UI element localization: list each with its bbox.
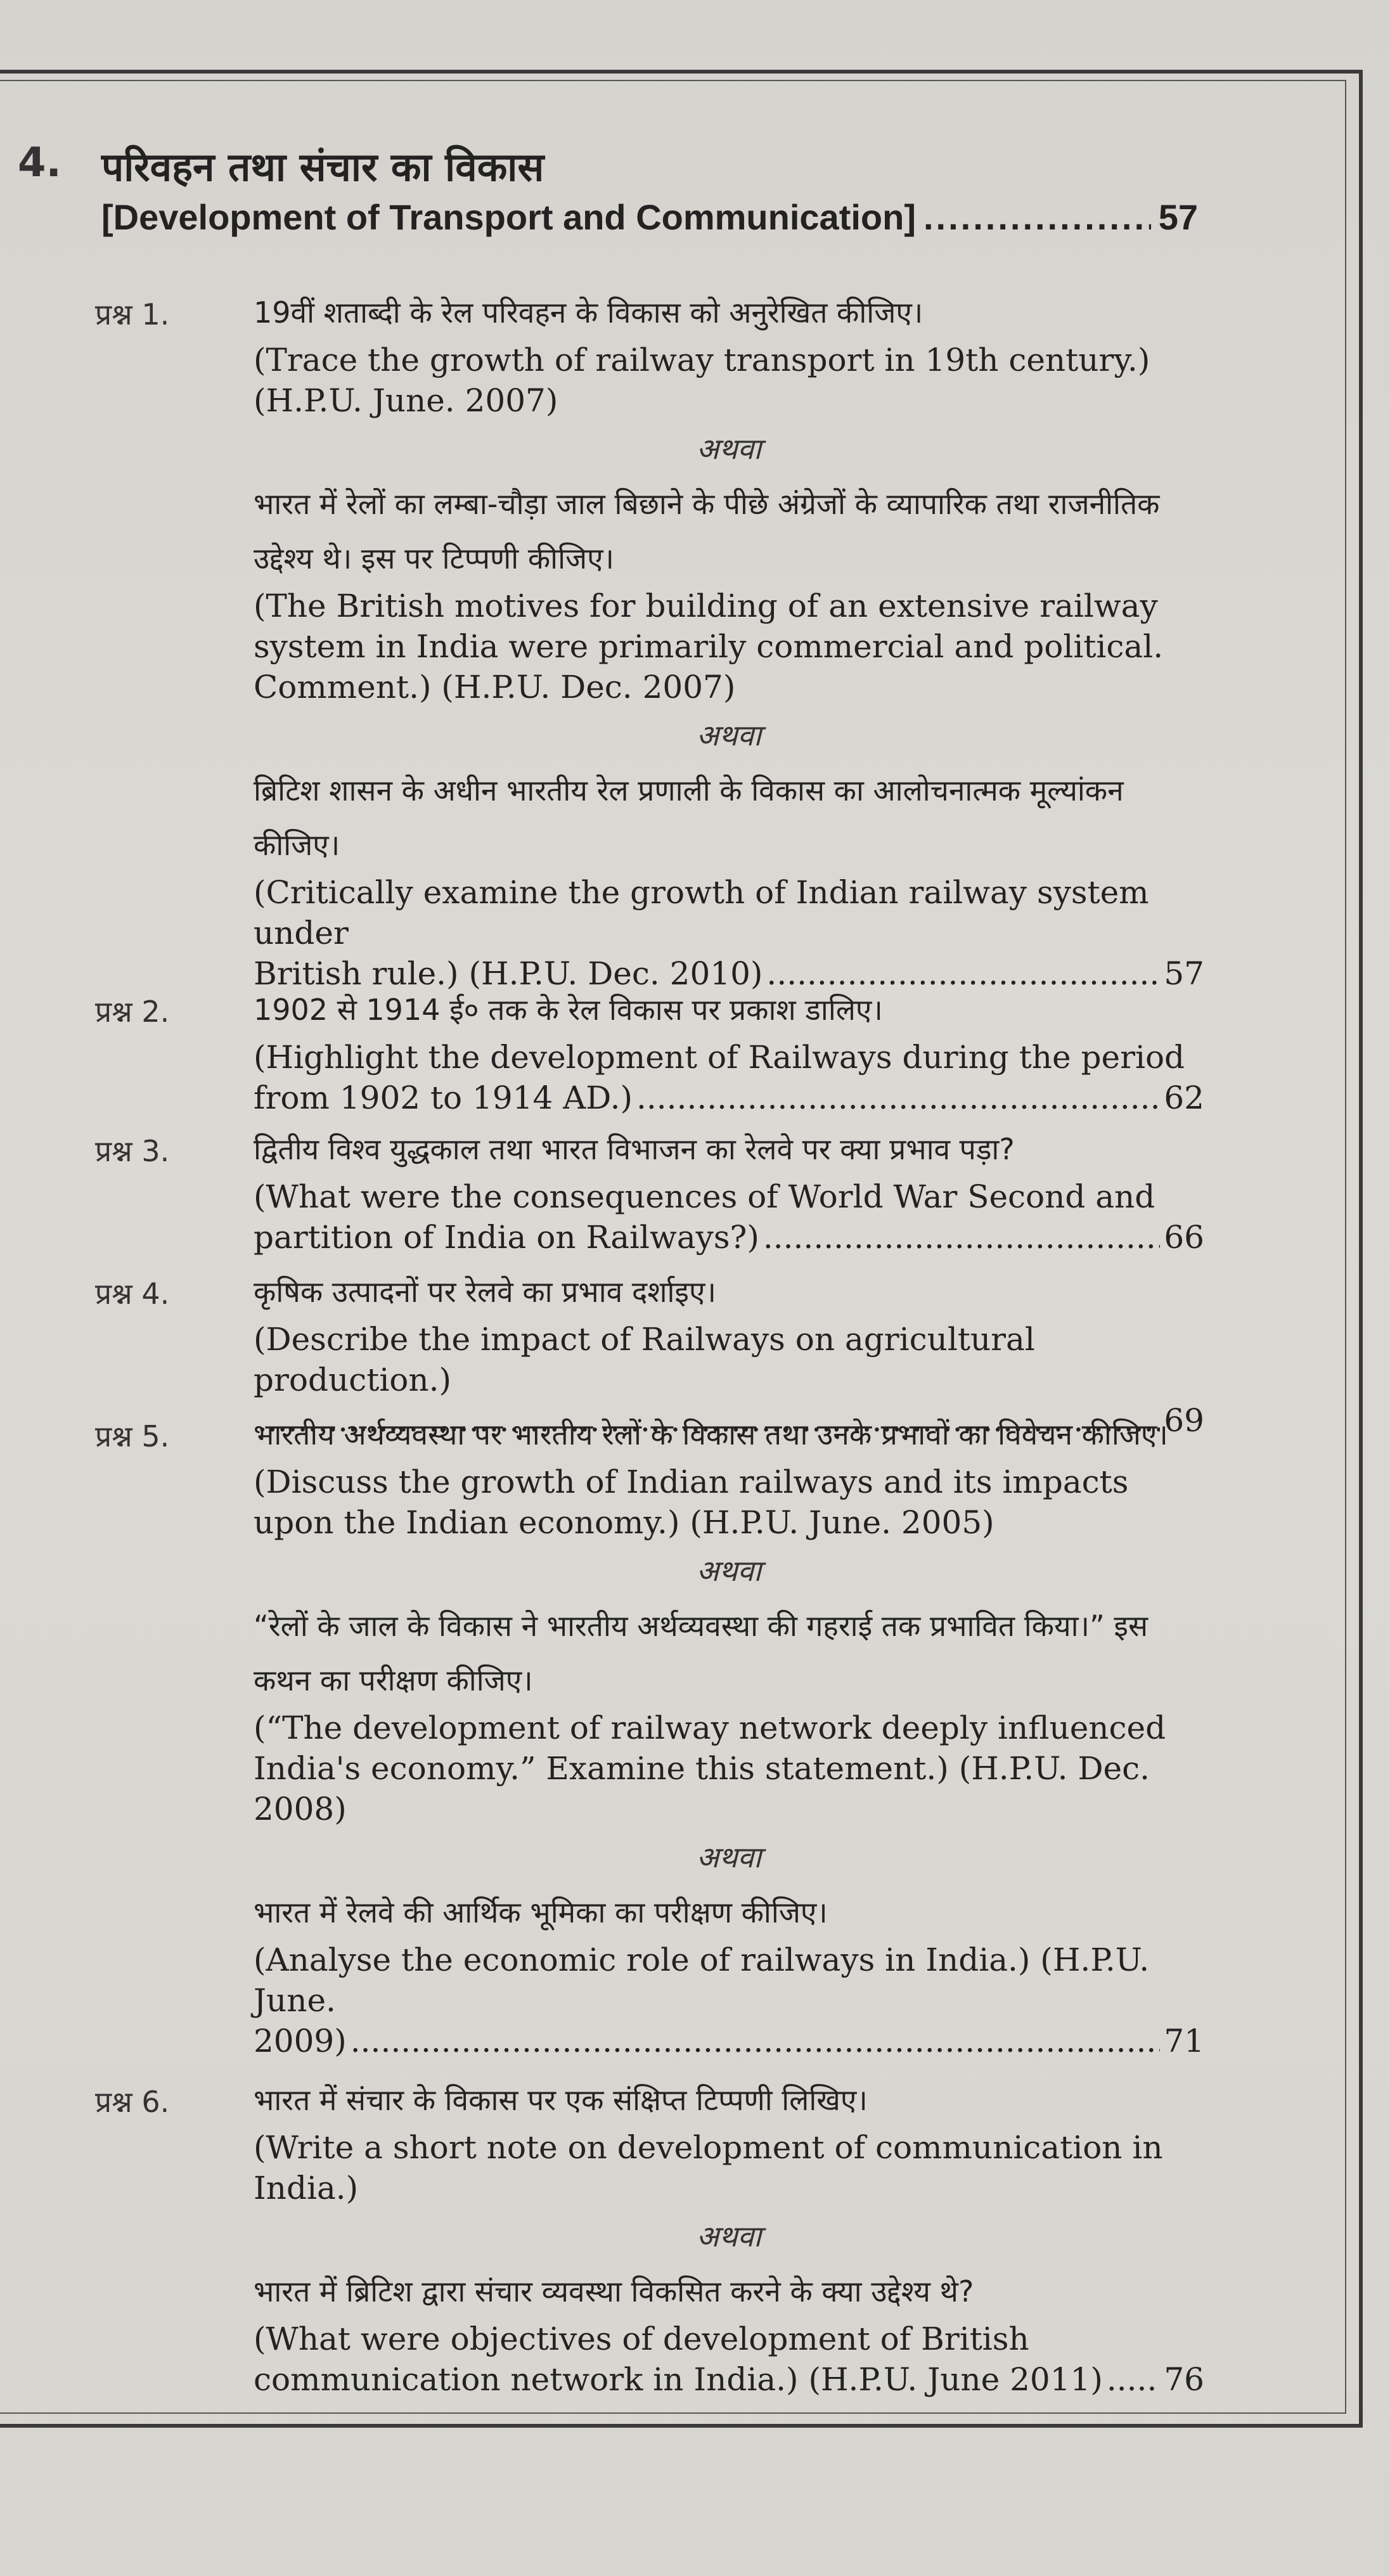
question-text-hindi: कृषिक उत्पादनों पर रेलवे का प्रभाव दर्शाइए। — [254, 1275, 716, 1309]
question-label: प्रश्न 4. — [95, 1277, 170, 1311]
question-text-english: (Trace the growth of railway transport in 19th century.) (H.P.U. June. 2007) — [254, 342, 1150, 419]
leader-dots — [636, 1078, 1160, 1118]
question-text-hindi: भारत में ब्रिटिश द्वारा संचार व्यवस्था विकसित करने के क्या उद्देश्य थे? — [254, 2274, 974, 2309]
question-entry-line — [254, 2021, 1204, 2061]
question-entry-line — [254, 1217, 1204, 1258]
question-text-english: (Describe the impact of Railways on agricultural production.) — [254, 1321, 1035, 1398]
question-label: प्रश्न 1. — [95, 297, 170, 332]
question-text-hindi: 19वीं शताब्दी के रेल परिवहन के विकास को अनुरेखित कीजिए। — [254, 295, 923, 330]
page-number: 71 — [1164, 2023, 1204, 2059]
question-entry-line — [254, 1078, 1204, 1118]
leader-dots — [763, 1217, 1161, 1258]
question-text-english: (Analyse the economic role of railways in India.) (H.P.U. June. — [254, 1942, 1150, 2019]
or-divider: अथवा — [696, 2219, 762, 2253]
page-number: 66 — [1164, 1219, 1204, 1256]
or-divider: अथवा — [696, 432, 762, 466]
question-text-hindi: भारत में रेलों का लम्बा-चौड़ा जाल बिछाने के पीछे अंग्रेजों के व्यापारिक तथा राजनीतिक उद्देश्य थे। इस पर टिप्पणी कीजिए। — [254, 487, 1160, 576]
or-divider: अथवा — [696, 1554, 762, 1588]
question-text-english: 2009) — [254, 2023, 347, 2059]
question-text-english: from 1902 to 1914 AD.) — [254, 1079, 633, 1116]
question-text-hindi: द्वितीय विश्व युद्धकाल तथा भारत विभाजन का रेलवे पर क्या प्रभाव पड़ा? — [254, 1132, 1015, 1166]
chapter-title-english-row — [101, 196, 1198, 238]
page-number: 69 — [1164, 1402, 1204, 1439]
question-text-english: (What were objectives of development of British — [254, 2321, 1029, 2357]
question-body — [254, 285, 1204, 994]
question-text-english: (What were the consequences of World War Second and — [254, 1178, 1155, 1215]
page-number: 57 — [1164, 955, 1204, 992]
chapter-page-number: 57 — [1158, 197, 1198, 237]
chapter-number: 4. — [18, 139, 61, 186]
question-body — [254, 1407, 1204, 2061]
question-label: प्रश्न 5. — [95, 1419, 170, 1453]
question-body — [254, 982, 1204, 1118]
question-entry-line — [254, 2359, 1204, 2400]
page-number: 76 — [1164, 2361, 1204, 2398]
question-label: प्रश्न 2. — [95, 995, 170, 1029]
question-text-english: British rule.) (H.P.U. Dec. 2010) — [254, 955, 763, 992]
page-number: 62 — [1164, 1079, 1204, 1116]
question-text-english: (The British motives for building of an extensive railway system in India were primarily commercial and political. Comment.) (H.P.U. Dec. 2007) — [254, 588, 1164, 705]
question-text-english: partition of India on Railways?) — [254, 1219, 759, 1256]
question-text-english: (Critically examine the growth of Indian railway system under — [254, 874, 1149, 951]
question-body — [254, 1122, 1204, 1258]
or-divider: अथवा — [696, 1840, 762, 1874]
leader-dots — [351, 2021, 1161, 2061]
question-body — [254, 2073, 1204, 2400]
question-text-english: (Discuss the growth of Indian railways and its impacts upon the Indian economy.) (H.P.U. June. 2005) — [254, 1464, 1129, 1541]
question-text-hindi: भारतीय अर्थव्यवस्था पर भारतीय रेलों के विकास तथा उनके प्रभावों का विवेचन कीजिए। — [254, 1417, 1168, 1452]
question-text-english: (Write a short note on development of communication in India.) — [254, 2129, 1163, 2206]
question-text-hindi: भारत में संचार के विकास पर एक संक्षिप्त टिप्पणी लिखिए। — [254, 2083, 868, 2117]
question-label: प्रश्न 6. — [95, 2085, 170, 2119]
question-label: प्रश्न 3. — [95, 1134, 170, 1168]
chapter-title-english: [Development of Transport and Communication] — [101, 197, 916, 237]
question-text-hindi: “रेलों के जाल के विकास ने भारतीय अर्थव्यवस्था की गहराई तक प्रभावित किया।” इस कथन का परीक्षण कीजिए। — [254, 1609, 1149, 1697]
question-text-english: (Highlight the development of Railways during the period — [254, 1039, 1185, 1076]
leader-dots — [1107, 2359, 1161, 2400]
question-text-english: (“The development of railway network deeply influenced India's economy.” Examine this statement.) (H.P.U. Dec. 2008) — [254, 1710, 1166, 1827]
chapter-title-hindi: परिवहन तथा संचार का विकास — [101, 144, 544, 190]
question-text-english: communication network in India.) (H.P.U. June 2011) — [254, 2361, 1103, 2398]
question-text-hindi: भारत में रेलवे की आर्थिक भूमिका का परीक्षण कीजिए। — [254, 1895, 828, 1929]
or-divider: अथवा — [696, 718, 762, 752]
leader-dots — [923, 196, 1151, 238]
question-text-hindi: 1902 से 1914 ई० तक के रेल विकास पर प्रकाश डालिए। — [254, 993, 883, 1027]
question-text-hindi: ब्रिटिश शासन के अधीन भारतीय रेल प्रणाली के विकास का आलोचनात्मक मूल्यांकन कीजिए। — [254, 773, 1124, 862]
